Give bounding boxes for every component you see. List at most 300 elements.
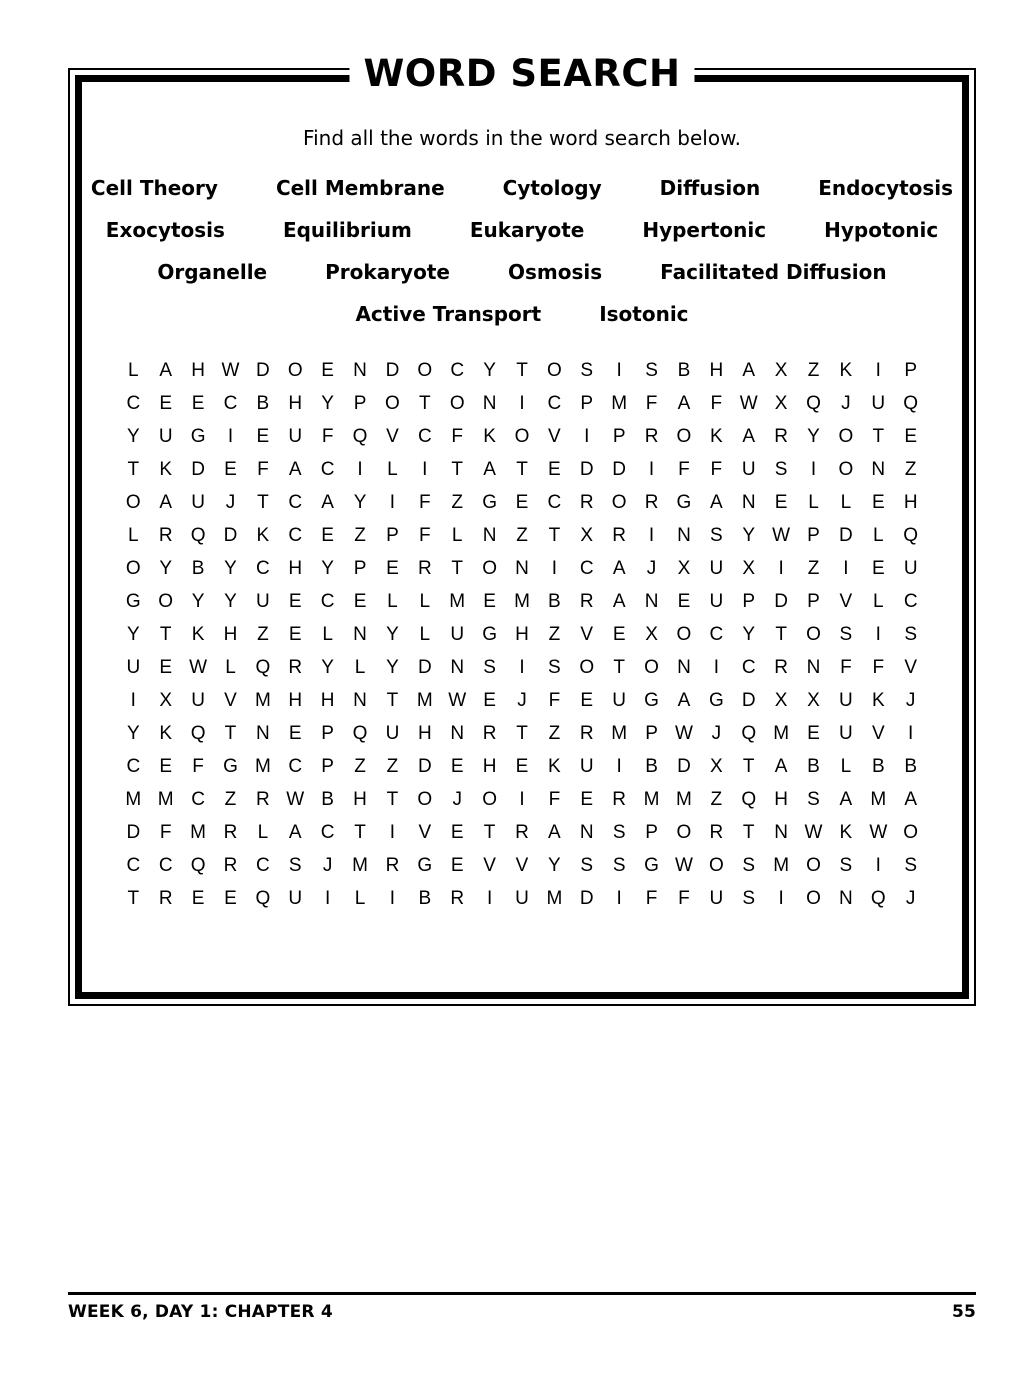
letter-cell[interactable]: S bbox=[580, 855, 594, 876]
letter-cell[interactable]: R bbox=[385, 855, 400, 876]
letter-cell[interactable]: M bbox=[870, 789, 887, 810]
letter-cell[interactable]: C bbox=[256, 558, 270, 579]
letter-cell[interactable]: U bbox=[450, 624, 465, 645]
letter-cell[interactable]: W bbox=[189, 657, 208, 678]
letter-cell[interactable]: B bbox=[191, 558, 205, 579]
letter-cell[interactable]: E bbox=[321, 360, 334, 381]
letter-cell[interactable]: C bbox=[320, 822, 335, 843]
letter-cell[interactable]: S bbox=[288, 855, 302, 876]
letter-cell[interactable]: V bbox=[904, 657, 918, 678]
letter-cell[interactable]: R bbox=[709, 822, 724, 843]
letter-cell[interactable]: G bbox=[644, 855, 659, 876]
letter-cell[interactable]: E bbox=[450, 855, 464, 876]
letter-cell[interactable]: E bbox=[159, 393, 173, 414]
letter-cell[interactable]: Y bbox=[191, 591, 205, 612]
letter-cell[interactable]: U bbox=[515, 888, 529, 909]
letter-cell[interactable]: I bbox=[519, 393, 525, 414]
letter-cell[interactable]: W bbox=[739, 393, 758, 414]
letter-cell[interactable]: K bbox=[191, 624, 205, 645]
letter-cell[interactable]: H bbox=[288, 690, 303, 711]
letter-cell[interactable]: Z bbox=[257, 624, 269, 645]
letter-cell[interactable]: G bbox=[190, 426, 206, 447]
letter-cell[interactable]: N bbox=[644, 591, 659, 612]
letter-cell[interactable]: C bbox=[417, 426, 432, 447]
letter-cell[interactable]: O bbox=[287, 360, 303, 381]
letter-cell[interactable]: O bbox=[417, 360, 433, 381]
letter-cell[interactable]: U bbox=[903, 558, 918, 579]
letter-cell[interactable]: M bbox=[514, 591, 530, 612]
letter-cell[interactable]: B bbox=[256, 393, 270, 414]
letter-cell[interactable]: Z bbox=[516, 525, 528, 546]
letter-cell[interactable]: D bbox=[223, 525, 238, 546]
letter-cell[interactable]: O bbox=[417, 789, 433, 810]
letter-cell[interactable]: U bbox=[709, 558, 724, 579]
letter-cell[interactable]: I bbox=[616, 888, 622, 909]
letter-cell[interactable]: W bbox=[221, 360, 240, 381]
letter-cell[interactable]: S bbox=[483, 657, 496, 678]
letter-cell[interactable]: T bbox=[127, 459, 140, 480]
letter-cell[interactable]: O bbox=[676, 426, 692, 447]
letter-cell[interactable]: M bbox=[449, 591, 466, 612]
letter-cell[interactable]: A bbox=[742, 360, 756, 381]
letter-cell[interactable]: T bbox=[483, 822, 496, 843]
letter-cell[interactable]: E bbox=[256, 426, 270, 447]
letter-cell[interactable]: S bbox=[807, 789, 820, 810]
letter-cell[interactable]: P bbox=[353, 393, 367, 414]
letter-cell[interactable]: R bbox=[158, 525, 173, 546]
letter-cell[interactable]: S bbox=[645, 360, 658, 381]
letter-cell[interactable]: I bbox=[519, 789, 525, 810]
letter-cell[interactable]: I bbox=[357, 459, 363, 480]
letter-cell[interactable]: E bbox=[871, 558, 885, 579]
letter-cell[interactable]: E bbox=[159, 756, 173, 777]
letter-cell[interactable]: Y bbox=[224, 558, 237, 579]
letter-cell[interactable]: M bbox=[254, 690, 271, 711]
letter-cell[interactable]: L bbox=[225, 657, 236, 678]
letter-cell[interactable]: F bbox=[419, 492, 431, 513]
letter-cell[interactable]: L bbox=[257, 822, 269, 843]
letter-cell[interactable]: O bbox=[385, 393, 400, 414]
letter-cell[interactable]: Z bbox=[224, 789, 237, 810]
letter-cell[interactable]: E bbox=[191, 888, 205, 909]
letter-cell[interactable]: V bbox=[418, 822, 432, 843]
letter-cell[interactable]: Y bbox=[159, 558, 173, 579]
letter-cell[interactable]: E bbox=[612, 624, 626, 645]
letter-cell[interactable]: G bbox=[125, 591, 141, 612]
letter-cell[interactable]: C bbox=[288, 492, 303, 513]
letter-cell[interactable]: I bbox=[616, 360, 622, 381]
letter-cell[interactable]: M bbox=[676, 789, 692, 810]
letter-cell[interactable]: L bbox=[354, 888, 366, 909]
letter-cell[interactable]: R bbox=[223, 822, 238, 843]
letter-cell[interactable]: O bbox=[903, 822, 919, 843]
letter-cell[interactable]: I bbox=[227, 426, 234, 447]
letter-cell[interactable]: A bbox=[483, 459, 496, 480]
letter-cell[interactable]: I bbox=[519, 657, 525, 678]
letter-cell[interactable]: X bbox=[677, 558, 691, 579]
letter-cell[interactable]: L bbox=[873, 525, 884, 546]
letter-cell[interactable]: Y bbox=[483, 360, 496, 381]
letter-cell[interactable]: A bbox=[839, 789, 853, 810]
letter-cell[interactable]: S bbox=[774, 459, 788, 480]
letter-cell[interactable]: T bbox=[613, 657, 625, 678]
letter-cell[interactable]: D bbox=[256, 360, 270, 381]
letter-cell[interactable]: D bbox=[774, 591, 788, 612]
letter-cell[interactable]: O bbox=[449, 393, 465, 414]
letter-cell[interactable]: C bbox=[126, 756, 141, 777]
letter-cell[interactable]: A bbox=[904, 789, 918, 810]
letter-cell[interactable]: U bbox=[579, 756, 594, 777]
letter-cell[interactable]: U bbox=[612, 690, 627, 711]
letter-cell[interactable]: D bbox=[385, 360, 400, 381]
letter-cell[interactable]: N bbox=[806, 657, 821, 678]
letter-cell[interactable]: H bbox=[288, 558, 303, 579]
letter-cell[interactable]: F bbox=[678, 459, 690, 480]
letter-cell[interactable]: P bbox=[742, 591, 756, 612]
letter-cell[interactable]: X bbox=[774, 393, 788, 414]
letter-cell[interactable]: H bbox=[417, 723, 432, 744]
letter-cell[interactable]: N bbox=[482, 393, 497, 414]
letter-cell[interactable]: S bbox=[839, 624, 853, 645]
letter-cell[interactable]: X bbox=[774, 360, 788, 381]
letter-cell[interactable]: F bbox=[710, 393, 723, 414]
letter-cell[interactable]: L bbox=[387, 591, 398, 612]
letter-cell[interactable]: U bbox=[741, 459, 756, 480]
letter-cell[interactable]: D bbox=[579, 459, 594, 480]
letter-cell[interactable]: D bbox=[741, 690, 756, 711]
letter-cell[interactable]: D bbox=[191, 459, 205, 480]
letter-cell[interactable]: L bbox=[128, 525, 139, 546]
letter-cell[interactable]: F bbox=[257, 459, 269, 480]
letter-cell[interactable]: I bbox=[486, 888, 493, 909]
letter-cell[interactable]: K bbox=[839, 822, 853, 843]
letter-cell[interactable]: B bbox=[548, 591, 561, 612]
letter-cell[interactable]: B bbox=[418, 888, 432, 909]
letter-cell[interactable]: H bbox=[288, 393, 303, 414]
letter-cell[interactable]: Z bbox=[451, 492, 464, 513]
letter-cell[interactable]: T bbox=[386, 789, 399, 810]
letter-cell[interactable]: O bbox=[838, 459, 854, 480]
letter-cell[interactable]: X bbox=[645, 624, 658, 645]
letter-cell[interactable]: J bbox=[322, 855, 333, 876]
letter-cell[interactable]: T bbox=[224, 723, 237, 744]
letter-cell[interactable]: M bbox=[546, 888, 563, 909]
letter-cell[interactable]: O bbox=[546, 360, 562, 381]
letter-cell[interactable]: E bbox=[515, 756, 529, 777]
letter-cell[interactable]: W bbox=[869, 822, 888, 843]
letter-cell[interactable]: C bbox=[547, 492, 562, 513]
letter-cell[interactable]: B bbox=[645, 756, 658, 777]
letter-cell[interactable]: S bbox=[612, 822, 626, 843]
letter-cell[interactable]: N bbox=[871, 459, 886, 480]
letter-cell[interactable]: N bbox=[741, 492, 756, 513]
letter-cell[interactable]: N bbox=[450, 657, 465, 678]
letter-cell[interactable]: M bbox=[416, 690, 433, 711]
letter-cell[interactable]: N bbox=[353, 360, 367, 381]
letter-cell[interactable]: M bbox=[190, 822, 206, 843]
letter-cell[interactable]: N bbox=[677, 657, 691, 678]
letter-cell[interactable]: H bbox=[223, 624, 238, 645]
letter-cell[interactable]: Q bbox=[870, 888, 886, 909]
letter-cell[interactable]: E bbox=[548, 459, 561, 480]
letter-cell[interactable]: T bbox=[775, 624, 787, 645]
letter-cell[interactable]: O bbox=[125, 558, 141, 579]
letter-cell[interactable]: Z bbox=[548, 624, 561, 645]
letter-cell[interactable]: L bbox=[387, 459, 398, 480]
letter-cell[interactable]: O bbox=[676, 822, 692, 843]
letter-cell[interactable]: I bbox=[648, 525, 655, 546]
letter-cell[interactable]: O bbox=[482, 789, 497, 810]
letter-cell[interactable]: E bbox=[807, 723, 820, 744]
letter-cell[interactable]: K bbox=[548, 756, 561, 777]
letter-cell[interactable]: W bbox=[674, 723, 693, 744]
letter-cell[interactable]: C bbox=[709, 624, 724, 645]
letter-cell[interactable]: A bbox=[612, 591, 626, 612]
letter-cell[interactable]: B bbox=[807, 756, 820, 777]
letter-cell[interactable]: F bbox=[159, 822, 172, 843]
letter-cell[interactable]: O bbox=[708, 855, 724, 876]
letter-cell[interactable]: D bbox=[126, 822, 141, 843]
letter-cell[interactable]: D bbox=[417, 756, 432, 777]
letter-cell[interactable]: Q bbox=[352, 426, 368, 447]
letter-cell[interactable]: Y bbox=[321, 393, 334, 414]
letter-cell[interactable]: N bbox=[482, 525, 497, 546]
letter-cell[interactable]: C bbox=[126, 855, 141, 876]
letter-cell[interactable]: N bbox=[839, 888, 853, 909]
letter-cell[interactable]: L bbox=[128, 360, 139, 381]
letter-cell[interactable]: D bbox=[417, 657, 432, 678]
letter-cell[interactable]: D bbox=[579, 888, 594, 909]
letter-cell[interactable]: E bbox=[483, 591, 496, 612]
letter-cell[interactable]: O bbox=[579, 657, 595, 678]
letter-cell[interactable]: I bbox=[325, 888, 331, 909]
letter-cell[interactable]: L bbox=[322, 624, 333, 645]
letter-cell[interactable]: C bbox=[903, 591, 918, 612]
letter-cell[interactable]: P bbox=[321, 756, 334, 777]
letter-cell[interactable]: E bbox=[288, 591, 302, 612]
letter-cell[interactable]: G bbox=[482, 624, 497, 645]
letter-cell[interactable]: F bbox=[321, 426, 334, 447]
letter-cell[interactable]: G bbox=[676, 492, 692, 513]
letter-cell[interactable]: Y bbox=[742, 525, 756, 546]
letter-cell[interactable]: T bbox=[516, 360, 528, 381]
letter-cell[interactable]: X bbox=[159, 690, 173, 711]
letter-cell[interactable]: C bbox=[126, 393, 141, 414]
letter-cell[interactable]: Q bbox=[741, 723, 757, 744]
letter-cell[interactable]: K bbox=[159, 459, 173, 480]
letter-cell[interactable]: I bbox=[778, 888, 784, 909]
letter-cell[interactable]: C bbox=[223, 393, 238, 414]
letter-cell[interactable]: M bbox=[254, 756, 271, 777]
letter-cell[interactable]: E bbox=[288, 723, 302, 744]
letter-cell[interactable]: E bbox=[515, 492, 529, 513]
letter-cell[interactable]: N bbox=[677, 525, 691, 546]
letter-cell[interactable]: Y bbox=[386, 624, 399, 645]
letter-cell[interactable]: G bbox=[417, 855, 433, 876]
letter-cell[interactable]: E bbox=[321, 525, 334, 546]
letter-cell[interactable]: Q bbox=[903, 525, 919, 546]
letter-cell[interactable]: U bbox=[288, 888, 303, 909]
letter-cell[interactable]: A bbox=[677, 393, 691, 414]
letter-cell[interactable]: C bbox=[158, 855, 173, 876]
letter-cell[interactable]: I bbox=[713, 657, 719, 678]
letter-cell[interactable]: I bbox=[810, 459, 817, 480]
letter-cell[interactable]: I bbox=[875, 624, 881, 645]
letter-cell[interactable]: N bbox=[515, 558, 529, 579]
letter-cell[interactable]: T bbox=[451, 459, 464, 480]
letter-cell[interactable]: I bbox=[875, 360, 881, 381]
letter-cell[interactable]: P bbox=[645, 822, 658, 843]
letter-cell[interactable]: A bbox=[548, 822, 561, 843]
letter-cell[interactable]: K bbox=[709, 426, 723, 447]
letter-cell[interactable]: L bbox=[419, 624, 431, 645]
letter-cell[interactable]: U bbox=[385, 723, 400, 744]
letter-cell[interactable]: O bbox=[806, 855, 821, 876]
letter-cell[interactable]: F bbox=[192, 756, 204, 777]
letter-cell[interactable]: I bbox=[908, 723, 914, 744]
letter-cell[interactable]: Z bbox=[807, 558, 820, 579]
letter-cell[interactable]: K bbox=[483, 426, 496, 447]
letter-cell[interactable]: K bbox=[159, 723, 173, 744]
letter-cell[interactable]: S bbox=[904, 855, 918, 876]
letter-cell[interactable]: K bbox=[256, 525, 270, 546]
letter-cell[interactable]: T bbox=[548, 525, 561, 546]
letter-cell[interactable]: F bbox=[548, 789, 561, 810]
letter-cell[interactable]: T bbox=[419, 393, 431, 414]
letter-cell[interactable]: C bbox=[320, 459, 335, 480]
letter-cell[interactable]: Y bbox=[807, 426, 820, 447]
letter-cell[interactable]: A bbox=[288, 822, 302, 843]
letter-cell[interactable]: L bbox=[840, 492, 852, 513]
letter-cell[interactable]: R bbox=[450, 888, 465, 909]
letter-cell[interactable]: C bbox=[191, 789, 205, 810]
letter-cell[interactable]: I bbox=[130, 690, 136, 711]
letter-cell[interactable]: T bbox=[872, 426, 885, 447]
letter-cell[interactable]: F bbox=[451, 426, 464, 447]
letter-cell[interactable]: C bbox=[256, 855, 270, 876]
letter-cell[interactable]: E bbox=[450, 822, 464, 843]
letter-cell[interactable]: S bbox=[742, 855, 756, 876]
letter-cell[interactable]: I bbox=[778, 558, 784, 579]
letter-cell[interactable]: F bbox=[872, 657, 885, 678]
letter-cell[interactable]: F bbox=[645, 393, 658, 414]
letter-cell[interactable]: V bbox=[580, 624, 594, 645]
letter-cell[interactable]: C bbox=[450, 360, 465, 381]
letter-cell[interactable]: E bbox=[483, 690, 496, 711]
letter-cell[interactable]: L bbox=[451, 525, 463, 546]
letter-cell[interactable]: A bbox=[612, 558, 626, 579]
letter-cell[interactable]: Z bbox=[386, 756, 399, 777]
letter-cell[interactable]: B bbox=[677, 360, 691, 381]
letter-cell[interactable]: T bbox=[354, 822, 366, 843]
letter-cell[interactable]: M bbox=[773, 723, 790, 744]
letter-cell[interactable]: R bbox=[612, 525, 627, 546]
letter-cell[interactable]: R bbox=[774, 657, 788, 678]
letter-cell[interactable]: Z bbox=[904, 459, 917, 480]
letter-cell[interactable]: P bbox=[353, 558, 367, 579]
letter-cell[interactable]: S bbox=[580, 360, 594, 381]
letter-cell[interactable]: R bbox=[482, 723, 497, 744]
letter-cell[interactable]: R bbox=[223, 855, 238, 876]
letter-cell[interactable]: F bbox=[419, 525, 431, 546]
letter-cell[interactable]: L bbox=[840, 756, 852, 777]
letter-cell[interactable]: R bbox=[515, 822, 529, 843]
letter-cell[interactable]: O bbox=[158, 591, 174, 612]
letter-cell[interactable]: Y bbox=[548, 855, 561, 876]
letter-cell[interactable]: Z bbox=[807, 360, 820, 381]
letter-cell[interactable]: G bbox=[223, 756, 238, 777]
letter-cell[interactable]: S bbox=[839, 855, 853, 876]
letter-cell[interactable]: M bbox=[611, 393, 628, 414]
letter-cell[interactable]: F bbox=[840, 657, 852, 678]
letter-cell[interactable]: A bbox=[742, 426, 756, 447]
letter-cell[interactable]: Y bbox=[321, 657, 334, 678]
letter-cell[interactable]: E bbox=[224, 888, 237, 909]
letter-cell[interactable]: U bbox=[288, 426, 303, 447]
letter-cell[interactable]: U bbox=[126, 657, 141, 678]
letter-cell[interactable]: C bbox=[320, 591, 335, 612]
letter-cell[interactable]: J bbox=[452, 789, 462, 810]
letter-cell[interactable]: L bbox=[354, 657, 366, 678]
letter-cell[interactable]: S bbox=[709, 525, 723, 546]
letter-cell[interactable]: X bbox=[580, 525, 594, 546]
letter-cell[interactable]: C bbox=[288, 525, 303, 546]
letter-cell[interactable]: R bbox=[288, 657, 303, 678]
letter-cell[interactable]: P bbox=[904, 360, 918, 381]
letter-cell[interactable]: L bbox=[419, 591, 431, 612]
letter-cell[interactable]: S bbox=[612, 855, 626, 876]
letter-cell[interactable]: Q bbox=[190, 525, 206, 546]
letter-cell[interactable]: I bbox=[875, 855, 881, 876]
letter-cell[interactable]: T bbox=[451, 558, 464, 579]
letter-cell[interactable]: H bbox=[482, 756, 497, 777]
letter-cell[interactable]: X bbox=[742, 558, 756, 579]
letter-cell[interactable]: F bbox=[645, 888, 658, 909]
letter-cell[interactable]: O bbox=[806, 624, 821, 645]
letter-cell[interactable]: C bbox=[741, 657, 756, 678]
letter-cell[interactable]: B bbox=[904, 756, 918, 777]
letter-cell[interactable]: E bbox=[871, 492, 885, 513]
letter-cell[interactable]: V bbox=[515, 855, 529, 876]
letter-cell[interactable]: C bbox=[547, 393, 562, 414]
letter-cell[interactable]: M bbox=[773, 855, 790, 876]
letter-cell[interactable]: Y bbox=[224, 591, 237, 612]
letter-cell[interactable]: E bbox=[288, 624, 302, 645]
letter-cell[interactable]: S bbox=[548, 657, 561, 678]
letter-cell[interactable]: I bbox=[389, 822, 396, 843]
letter-cell[interactable]: I bbox=[584, 426, 590, 447]
letter-cell[interactable]: E bbox=[224, 459, 237, 480]
letter-cell[interactable]: N bbox=[353, 624, 367, 645]
letter-cell[interactable]: J bbox=[905, 690, 916, 711]
letter-cell[interactable]: H bbox=[903, 492, 918, 513]
letter-cell[interactable]: H bbox=[320, 690, 335, 711]
letter-cell[interactable]: A bbox=[677, 690, 691, 711]
letter-cell[interactable]: E bbox=[774, 492, 788, 513]
letter-cell[interactable]: M bbox=[157, 789, 174, 810]
letter-cell[interactable]: I bbox=[551, 558, 558, 579]
letter-cell[interactable]: Y bbox=[126, 723, 140, 744]
letter-cell[interactable]: O bbox=[125, 492, 141, 513]
letter-cell[interactable]: Y bbox=[321, 558, 334, 579]
letter-cell[interactable]: E bbox=[677, 591, 691, 612]
letter-cell[interactable]: T bbox=[159, 624, 172, 645]
letter-cell[interactable]: H bbox=[774, 789, 788, 810]
letter-cell[interactable]: C bbox=[288, 756, 303, 777]
letter-cell[interactable]: P bbox=[580, 393, 594, 414]
letter-cell[interactable]: E bbox=[386, 558, 399, 579]
letter-cell[interactable]: J bbox=[711, 723, 722, 744]
